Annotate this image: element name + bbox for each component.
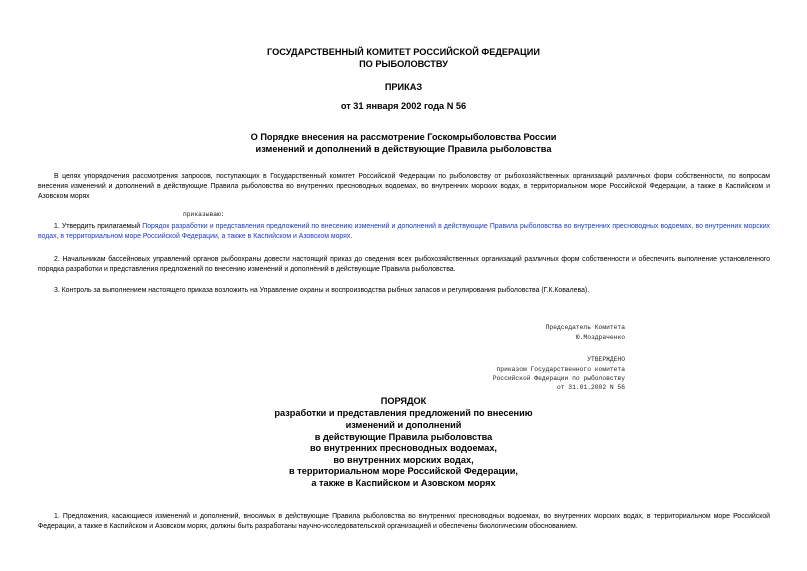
item-1-suffix: . <box>350 233 353 240</box>
committee-name-line2: ПО РЫБОЛОВСТВУ <box>359 59 448 69</box>
document-date-number: от 31 января 2002 года N 56 <box>340 101 467 111</box>
poryadok-title-line: изменений и дополнений <box>345 420 462 430</box>
item-2-paragraph <box>38 255 770 275</box>
poryadok-title-line: во внутренних пресноводных водоемах, <box>310 443 497 453</box>
poryadok-title-line: разработки и представления предложений по внесению <box>274 408 533 418</box>
item-1-paragraph <box>38 222 770 242</box>
intro-text: В целях упорядочения рассмотрения запросов, поступающих в Государственный комитет Российской Федерации по рыболовству от рыбохозяйственных организаций различных форм собственности, по вопросам внесения изменений и дополнений в действующие Правила рыболовства во внутренних пресноводных водоемах, во внутренних морских водах, в территориальном море Российской Федерации, а также в Каспийском и Азовском морях <box>38 173 770 200</box>
item-1-prefix: 1. Утвердить прилагаемый <box>54 223 143 230</box>
poryadok-item-1-paragraph <box>38 512 770 532</box>
poryadok-heading: ПОРЯДОК <box>380 396 427 406</box>
poryadok-link[interactable]: Порядок разработки и представления предложений по внесению изменений и дополнений в действующие Правила рыболовства во внутренних пресноводных водоемах, во внутренних морских водах, в территориальном море Российской Федерации, а также в Каспийском и Азовском морях <box>38 223 770 240</box>
committee-name-line1: ГОСУДАРСТВЕННЫЙ КОМИТЕТ РОССИЙСКОЙ ФЕДЕРАЦИИ <box>267 47 540 57</box>
item-3-text: 3. Контроль за выполнением настоящего приказа возложить на Управление охраны и воспроизводства рыбных запасов и регулирования рыболовства (Г.К.Ковалева). <box>54 287 590 294</box>
poryadok-title-line: а также в Каспийском и Азовском морях <box>311 478 496 488</box>
poryadok-item-1-text: 1. Предложения, касающиеся изменений и дополнений, вносимых в действующие Правила рыболовства во внутренних пресноводных водоемах, во внутренних морских водах, в территориальном море Российской Федерации, а также в Каспийском и Азовском морях, должны быть разработаны научно-исследовательской организацией и обеспечены биологическим обоснованием. <box>38 513 770 530</box>
prikazyvayu-label: приказываю: <box>183 211 225 218</box>
document-title-line1: О Порядке внесения на рассмотрение Госкомрыболовства России <box>250 132 557 142</box>
poryadok-title-line: во внутренних морских водах, <box>333 455 474 465</box>
item-3-paragraph <box>38 286 770 296</box>
approval-label: УТВЕРЖДЕНО <box>587 356 625 363</box>
approval-line2: Российской Федерации по рыболовству <box>492 375 625 382</box>
signature-name: Ю.Моздраченко <box>575 334 625 341</box>
signature-position: Председатель Комитета <box>545 324 625 331</box>
poryadok-title-line: в территориальном море Российской Федерации, <box>289 466 518 476</box>
approval-line1: приказом Государственного комитета <box>496 366 625 373</box>
poryadok-title-line: в действующие Правила рыболовства <box>314 432 493 442</box>
approval-line3: от 31.01.2002 N 56 <box>556 384 625 391</box>
intro-paragraph <box>38 172 770 202</box>
document-type: ПРИКАЗ <box>384 82 423 92</box>
document-title-line2: изменений и дополнений в действующие Правила рыболовства <box>255 144 552 154</box>
item-2-text: 2. Начальникам бассейновых управлений органов рыбоохраны довести настоящий приказ до сведения всех рыбохозяйственных организаций различных форм собственности и обеспечить выполнение установленного порядка разработки и представления предложений по внесению изменений и дополнений в действующие Правила рыболовства. <box>38 256 770 273</box>
